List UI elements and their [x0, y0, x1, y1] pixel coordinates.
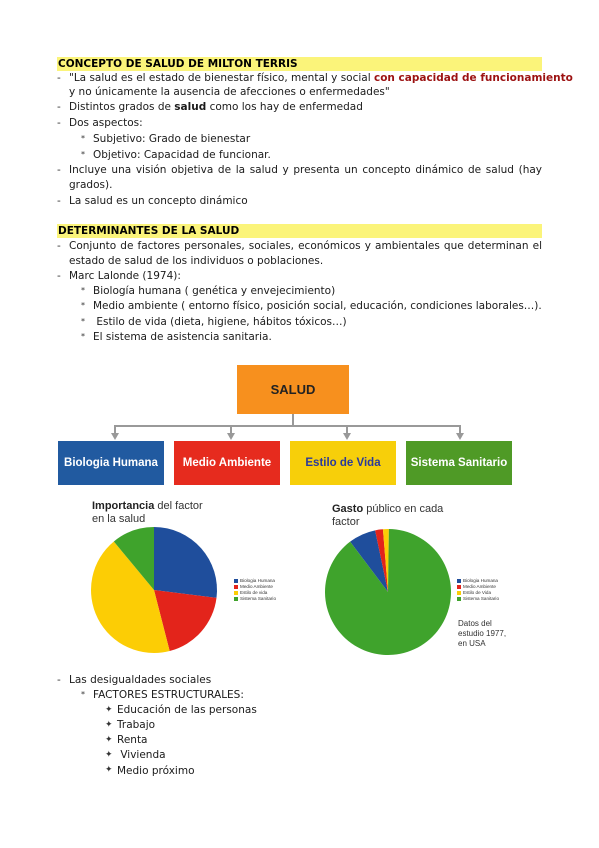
chart2-note-line: en USA	[458, 639, 486, 648]
dash-bullet: -	[57, 270, 61, 282]
chart2-note-line: estudio 1977,	[458, 629, 507, 638]
dash-bullet: -	[57, 240, 61, 252]
factores-line: FACTORES ESTRUCTURALES:	[93, 689, 244, 701]
section-heading-milton-terris: CONCEPTO DE SALUD DE MILTON TERRIS	[57, 57, 542, 71]
legend-label: Estilo de vida	[240, 590, 268, 595]
grados-bold: salud	[174, 101, 207, 113]
chart2-title-line2: factor	[332, 516, 360, 528]
star-bullet: *	[81, 134, 85, 143]
chart2-pie	[318, 522, 458, 662]
objetivo-line: Objetivo: Capacidad de funcionar.	[93, 149, 271, 161]
diamond-bullet: ✦	[105, 735, 113, 745]
diagram-box-label: Biologia Humana	[64, 457, 158, 469]
legend-swatch	[234, 591, 238, 595]
lalonde-line: Marc Lalonde (1974):	[69, 270, 181, 282]
legend-label: Biologia Humana	[240, 578, 275, 583]
legend-label: Medio Ambiente	[240, 584, 273, 589]
diagram-root-salud	[237, 365, 349, 414]
chart2-legend-item	[457, 596, 499, 602]
factor-item: Vivienda	[117, 749, 166, 761]
diagram-box-label: Sistema Sanitario	[410, 457, 508, 469]
star-bullet: *	[81, 286, 85, 295]
vision-line-2: grados).	[69, 179, 113, 191]
legend-swatch	[457, 579, 461, 583]
lalonde-item: Estilo de vida (dieta, higiene, hábitos tóxicos…)	[93, 316, 347, 328]
lalonde-item: El sistema de asistencia sanitaria.	[93, 331, 272, 343]
legend-swatch	[457, 597, 461, 601]
diagram-box-label: Medio Ambiente	[182, 457, 272, 469]
conjunto-line-2: estado de salud de los individuos o poblaciones.	[69, 255, 324, 267]
diamond-bullet: ✦	[105, 765, 113, 775]
star-bullet: *	[81, 332, 85, 341]
diamond-bullet: ✦	[105, 720, 113, 730]
factor-item: Medio próximo	[117, 765, 195, 777]
star-bullet: *	[81, 317, 85, 326]
dash-bullet: -	[57, 674, 61, 686]
legend-label: Medio Ambiente	[463, 584, 496, 589]
grados-text: Distintos grados de	[69, 101, 175, 113]
star-bullet: *	[81, 690, 85, 699]
chart2-title-rest: público en cada	[363, 503, 444, 515]
chart2-note-line: Datos del	[458, 619, 492, 628]
factor-item: Trabajo	[117, 719, 156, 731]
quote-text: "La salud es el estado de bienestar físico, mental y social	[69, 72, 374, 84]
legend-swatch	[457, 585, 461, 589]
pie-slice-biologia-humana	[154, 527, 217, 598]
legend-swatch	[234, 597, 238, 601]
aspectos-line: Dos aspectos:	[69, 117, 143, 129]
factor-item: Educación de las personas	[117, 704, 257, 716]
diagram-box-sistema-sanitario	[406, 441, 512, 485]
vision-line-1: Incluye una visión objetiva de la salud y presenta un concepto dinámico de salud (hay	[69, 164, 542, 176]
chart1-legend	[234, 578, 276, 602]
grados-text-end: como los hay de enfermedad	[206, 101, 363, 113]
chart1-legend-item	[234, 596, 276, 602]
factor-item: Renta	[117, 734, 148, 746]
chart2-title-bold: Gasto	[332, 503, 364, 515]
diagram-box-biologia	[58, 441, 164, 485]
chart1-title-line2: en la salud	[92, 513, 146, 525]
legend-swatch	[234, 579, 238, 583]
diamond-bullet: ✦	[105, 705, 113, 715]
star-bullet: *	[81, 301, 85, 310]
legend-swatch	[457, 591, 461, 595]
legend-swatch	[234, 585, 238, 589]
legend-label: Sistema Sanitario	[240, 596, 277, 601]
diagram-box-estilo-vida	[290, 441, 396, 485]
lalonde-item: Biología humana ( genética y envejecimiento)	[93, 285, 336, 297]
lalonde-item: Medio ambiente ( entorno físico, posición social, educación, condiciones laborales…).	[93, 300, 542, 312]
chart2-note	[458, 619, 506, 649]
section-heading-determinantes: DETERMINANTES DE LA SALUD	[57, 224, 542, 238]
subjetivo-line: Subjetivo: Grado de bienestar	[93, 133, 251, 145]
chart1-title-rest: del factor	[154, 500, 203, 512]
dinamico-line: La salud es un concepto dinámico	[69, 195, 248, 207]
dash-bullet: -	[57, 72, 61, 84]
diagram-root-label: SALUD	[270, 382, 316, 397]
quote-emphasis: con capacidad de funcionamiento	[373, 72, 573, 84]
dash-bullet: -	[57, 117, 61, 129]
diagram-box-label: Estilo de Vida	[305, 457, 381, 469]
legend-label: Sistema Sanitario	[463, 596, 500, 601]
legend-label: Biologia Humana	[463, 578, 498, 583]
dash-bullet: -	[57, 164, 61, 176]
diamond-bullet: ✦	[105, 750, 113, 760]
desigualdades-line: Las desigualdades sociales	[69, 674, 212, 686]
dash-bullet: -	[57, 195, 61, 207]
quote-line-2: y no únicamente la ausencia de afecciones o enfermedades"	[69, 86, 390, 98]
diagram-box-medio-ambiente	[174, 441, 280, 485]
legend-label: Estilo de Vida	[463, 590, 492, 595]
conjunto-line-1: Conjunto de factores personales, sociales, económicos y ambientales que determinan el	[69, 240, 542, 252]
star-bullet: *	[81, 150, 85, 159]
dash-bullet: -	[57, 101, 61, 113]
chart1-title-bold: Importancia	[92, 500, 155, 512]
chart2-legend	[457, 578, 499, 602]
chart1-pie	[80, 520, 230, 660]
